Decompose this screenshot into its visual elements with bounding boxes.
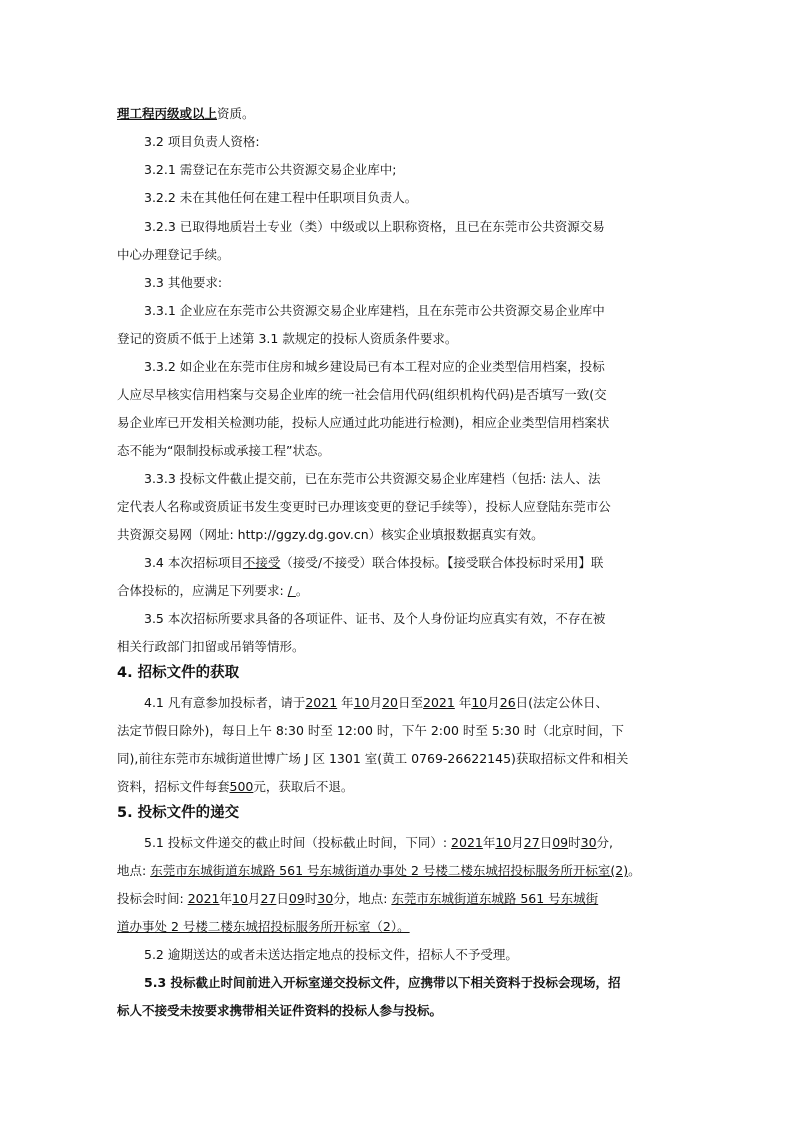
text-span: 。 <box>295 583 309 598</box>
text-line-bold: 5.3 投标截止时间前进入开标室递交投标文件，应携带以下相关资料于投标会现场，招 <box>144 975 621 990</box>
text-line-1 <box>117 106 255 122</box>
text-span: 元，获取后不退。 <box>253 779 354 794</box>
text-line: 3.3.1 企业应在东莞市公共资源交易企业库建档，且在东莞市公共资源交易企业库中 <box>144 303 605 318</box>
text-span: 日(法定公休日、 <box>515 695 609 710</box>
text-line-4-1-price <box>117 779 353 795</box>
text-span: 合体投标的，应满足下列要求: <box>117 583 288 598</box>
text-span: 分，地点: <box>333 891 392 906</box>
text-span: 年 <box>341 695 354 710</box>
text-line-bold: 标人不接受未按要求携带相关证件资料的投标人参与投标。 <box>117 1003 443 1018</box>
deadline-minute: 30 <box>580 835 597 850</box>
text-span: 资料，招标文件每套 <box>117 779 230 794</box>
deadline-day: 27 <box>523 835 540 850</box>
text-span: 月 <box>247 891 261 906</box>
text-span: 年 <box>482 835 496 850</box>
text-line: 定代表人名称或资质证书发生变更时已办理该变更的登记手续等），投标人应登陆东莞市公 <box>117 499 611 514</box>
text-span: 月 <box>487 695 500 710</box>
consortium-requirement: / <box>287 583 296 598</box>
text-line: 登记的资质不低于上述第 3.1 款规定的投标人资质条件要求。 <box>117 331 458 346</box>
text-span: （接受/不接受）联合体投标。【接受联合体投标时采用】联 <box>280 555 604 570</box>
text-span: 时 <box>568 835 581 850</box>
text-line: 3.3.2 如企业在东莞市住房和城乡建设局已有本工程对应的企业类型信用档案，投标 <box>144 359 605 374</box>
text-line: 3.2.2 未在其他任何在建工程中任职项目负责人。 <box>144 190 418 205</box>
end-day: 26 <box>499 695 516 710</box>
text-line: 共资源交易网（网址: http://ggzy.dg.gov.cn）核实企业填报数据真实有效。 <box>117 527 544 542</box>
text-line-5-1-meeting-cont <box>117 919 410 935</box>
text-span: 日至 <box>398 695 424 710</box>
text-span: 。 <box>628 863 641 878</box>
text-line-4-1 <box>144 695 608 711</box>
text-line: 人应尽早核实信用档案与交易企业库的统一社会信用代码(组织机构代码)是否填写一致(交 <box>117 387 607 402</box>
section-heading-4: 4. 招标文件的获取 <box>117 665 240 681</box>
consortium-choice: 不接受 <box>242 555 281 570</box>
text-span: 年 <box>219 891 233 906</box>
end-year: 2021 <box>423 695 455 710</box>
text-line-5-1 <box>144 835 613 851</box>
deadline-hour: 09 <box>552 835 569 850</box>
text-line: 3.3.3 投标文件截止提交前，已在东莞市公共资源交易企业库建档（包括: 法人、法 <box>144 471 601 486</box>
text-span: 时 <box>304 891 318 906</box>
meeting-day: 27 <box>260 891 277 906</box>
text-line-5-1-meeting <box>117 891 598 907</box>
meeting-year: 2021 <box>187 891 220 906</box>
text-span: 5.1 投标文件递交的截止时间（投标截止时间，下同）: <box>144 835 452 850</box>
qualification-level: 理工程丙级或以上 <box>117 106 218 121</box>
text-span: 日 <box>539 835 553 850</box>
text-span: 地点: <box>117 863 151 878</box>
text-span: 分, <box>596 835 614 850</box>
text-line: 中心办理登记手续。 <box>117 247 230 262</box>
text-span: 资质。 <box>217 106 255 121</box>
meeting-hour: 09 <box>288 891 305 906</box>
text-line-3-4-cont <box>117 583 308 599</box>
text-line: 法定节假日除外)，每日上午 8:30 时至 12:00 时，下午 2:00 时至 5:30 时（北京时间，下 <box>117 723 624 738</box>
text-span: 年 <box>458 695 472 710</box>
text-span: 月 <box>369 695 383 710</box>
text-line: 易企业库已开发相关检测功能，投标人应通过此功能进行检测)，相应企业类型信用档案状 <box>117 415 610 430</box>
text-span: 4.1 凡有意参加投标者，请于 <box>144 695 306 710</box>
deadline-year: 2021 <box>451 835 483 850</box>
meeting-location-cont: 道办事处 2 号楼二楼东城招投标服务所开标室（2）。 <box>117 919 410 934</box>
text-line: 5.2 逾期送达的或者未送达指定地点的投标文件，招标人不予受理。 <box>144 947 518 962</box>
text-line: 相关行政部门扣留或吊销等情形。 <box>117 639 305 654</box>
text-line: 3.2.3 已取得地质岩土专业（类）中级或以上职称资格，且已在东莞市公共资源交易 <box>144 219 605 234</box>
meeting-location: 东莞市东城街道东城路 561 号东城街 <box>391 891 599 906</box>
start-month: 10 <box>353 695 370 710</box>
text-line: 同),前往东莞市东城街道世博广场 J 区 1301 室(黄工 0769-26622145)获取招标文件和相关 <box>117 751 629 766</box>
meeting-month: 10 <box>232 891 248 906</box>
text-span: 3.4 本次招标项目 <box>144 555 243 570</box>
submission-location: 东莞市东城街道东城路 561 号东城街道办事处 2 号楼二楼东城招投标服务所开标室(2) <box>150 863 629 878</box>
text-line: 3.5 本次招标所要求具备的各项证件、证书、及个人身份证均应真实有效，不存在被 <box>144 611 606 626</box>
text-span: 月 <box>511 835 524 850</box>
end-month: 10 <box>471 695 488 710</box>
text-line-5-1-place <box>117 863 641 879</box>
text-line: 3.2 项目负责人资格: <box>144 134 260 149</box>
start-year: 2021 <box>305 695 338 710</box>
section-heading-5: 5. 投标文件的递交 <box>117 805 240 821</box>
document-price: 500 <box>229 779 254 794</box>
text-line: 3.2.1 需登记在东莞市公共资源交易企业库中; <box>144 162 397 177</box>
text-line: 态不能为“限制投标或承接工程”状态。 <box>117 443 330 458</box>
deadline-month: 10 <box>495 835 512 850</box>
text-line-3-4 <box>144 555 603 571</box>
text-line: 3.3 其他要求: <box>144 275 223 290</box>
meeting-minute: 30 <box>317 891 334 906</box>
text-span: 日 <box>276 891 289 906</box>
start-day: 20 <box>382 695 398 710</box>
text-span: 投标会时间: <box>117 891 188 906</box>
